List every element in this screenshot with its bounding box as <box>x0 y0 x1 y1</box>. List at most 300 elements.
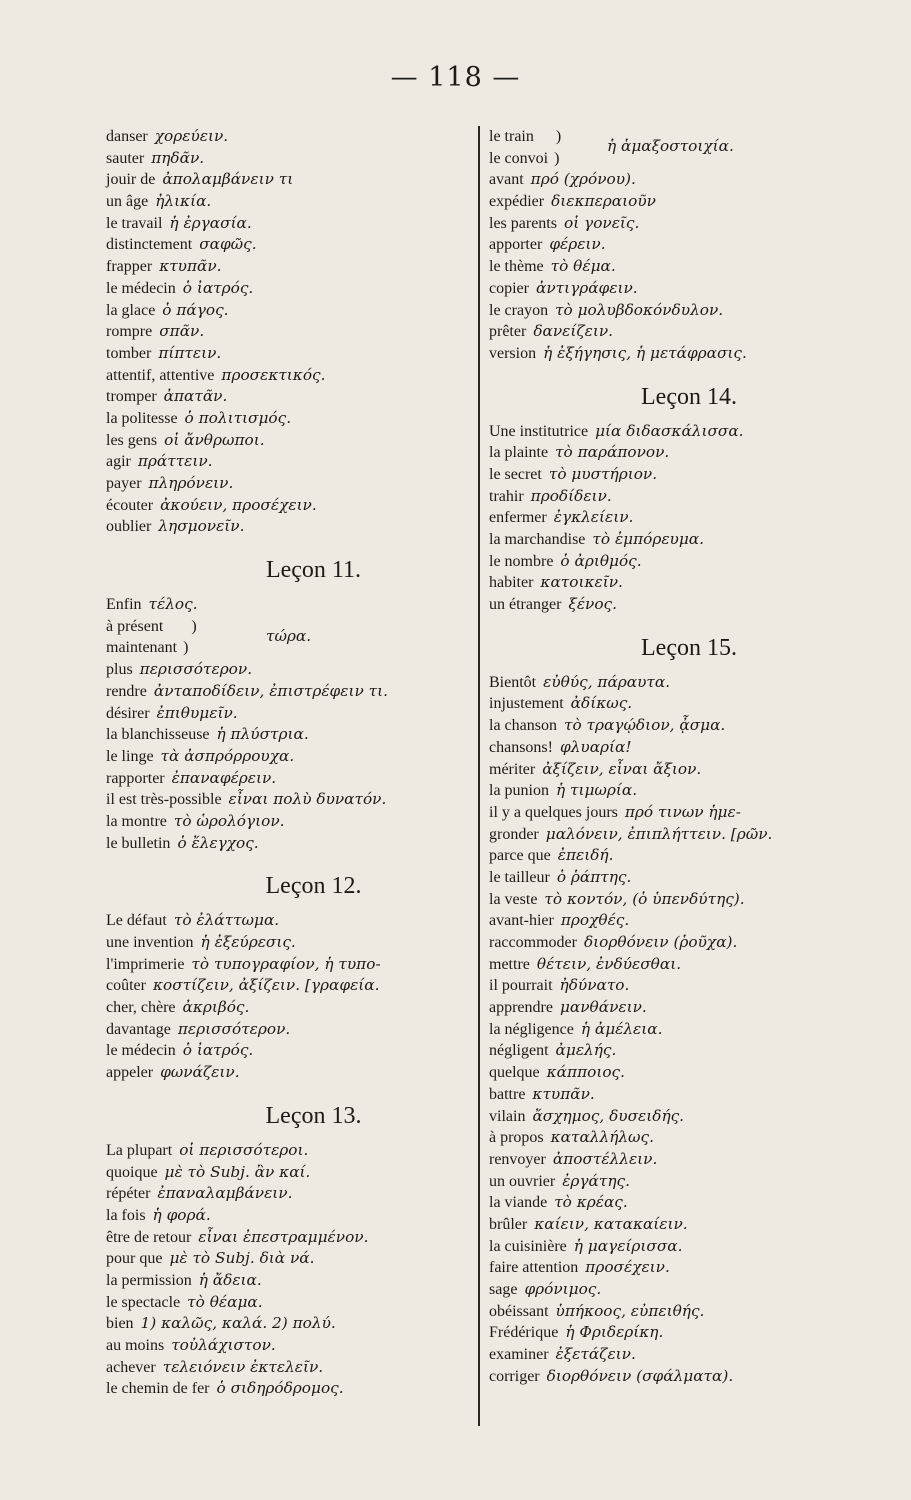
vocab-entry <box>489 954 889 976</box>
greek-term: ἀδίκως. <box>570 694 633 713</box>
vocab-entry <box>106 1162 471 1184</box>
greek-term: ἡ τιμωρία. <box>556 781 638 800</box>
french-term: il y a quelques jours <box>489 803 618 821</box>
french-term: injustement <box>489 695 564 713</box>
greek-term: χορεύειν. <box>154 127 229 145</box>
french-term: brûler <box>489 1215 528 1233</box>
vocab-entry <box>106 910 471 932</box>
french-term: Frédérique <box>489 1324 559 1342</box>
vocab-list-top <box>106 126 471 538</box>
french-term: le thème <box>489 258 544 276</box>
greek-term: κάπποιος. <box>546 1063 625 1082</box>
vocab-entry <box>489 824 889 846</box>
french-term: maintenant <box>106 639 178 657</box>
greek-term: ἡ πλύστρια. <box>216 725 309 744</box>
greek-term: τὸ ἐλάττωμα. <box>173 911 280 930</box>
vocab-entry <box>489 191 889 213</box>
brace-entry: le train ) le convoi ) ἡ ἁμαξοστοιχία. <box>489 128 734 167</box>
french-term: expédier <box>489 193 545 211</box>
greek-term: πίπτειν. <box>158 343 222 362</box>
vocab-entry <box>489 486 889 508</box>
french-term: la veste <box>489 890 538 908</box>
greek-term: ἀξίζειν, εἶναι ἄξιον. <box>542 759 702 778</box>
greek-term: ἀπατᾶν. <box>163 387 228 406</box>
vocab-entry <box>489 1236 889 1258</box>
french-term: pour que <box>106 1250 163 1268</box>
french-term: enfermer <box>489 509 547 527</box>
french-term: distinctement <box>106 236 193 254</box>
greek-term: ἡ ἐργασία. <box>169 213 252 232</box>
vocab-entry <box>106 430 471 452</box>
vocab-entry <box>489 256 889 278</box>
greek-term: φλυαρία! <box>559 737 632 756</box>
vocab-entry <box>489 1214 889 1236</box>
greek-term: σπᾶν. <box>159 322 205 341</box>
french-term: agir <box>106 453 131 471</box>
french-term: oublier <box>106 518 152 536</box>
vocab-entry <box>106 516 471 538</box>
french-term: habiter <box>489 574 534 592</box>
french-term: coûter <box>106 977 146 995</box>
french-term: la chanson <box>489 717 557 735</box>
french-term: sauter <box>106 149 145 167</box>
french-term: mériter <box>489 760 536 778</box>
greek-term: τὸ ἐμπόρευμα. <box>592 530 704 549</box>
lesson-heading-13: Leçon 13. <box>265 1102 362 1129</box>
vocab-entry <box>106 1292 471 1314</box>
vocab-entry <box>489 693 889 715</box>
lesson-heading-11: Leçon 11. <box>265 557 362 584</box>
french-term: tromper <box>106 388 157 406</box>
vocab-entry <box>489 715 889 737</box>
greek-term: μὲ τὸ Subj. ἂν καί. <box>164 1162 311 1181</box>
french-term: la glace <box>106 301 156 319</box>
french-term: la politesse <box>106 409 178 427</box>
greek-term: ἐπειδή. <box>557 846 614 865</box>
french-term: désirer <box>106 704 150 722</box>
greek-term: ἠδύνατο. <box>559 976 630 995</box>
greek-term: ἀνταποδίδειν, ἐπιστρέφειν τι. <box>153 681 388 700</box>
greek-term: ἡ φορά. <box>152 1205 211 1224</box>
greek-term: προδίδειν. <box>530 486 612 505</box>
vocab-entry <box>489 759 889 781</box>
greek-term: προσεκτικός. <box>221 365 326 384</box>
french-term: le linge <box>106 747 154 765</box>
greek-term: ἡ μαγείρισσα. <box>573 1236 683 1255</box>
french-term: gronder <box>489 825 539 843</box>
french-term: une invention <box>106 934 194 952</box>
vocab-entry <box>489 780 889 802</box>
lesson-heading-12: Leçon 12. <box>265 873 362 900</box>
vocab-entry <box>106 1205 471 1227</box>
greek-term: ἐγκλείειν. <box>553 508 634 527</box>
vocab-entry <box>489 1322 889 1344</box>
french-term: le chemin de fer <box>106 1380 210 1398</box>
french-term: la fois <box>106 1206 146 1224</box>
vocab-entry <box>106 594 471 616</box>
french-term: danser <box>106 128 148 145</box>
vocab-list-14 <box>489 421 889 616</box>
greek-term: ὁ πολιτισμός. <box>184 408 292 427</box>
greek-term: τὰ ἀσπρόρρουχα. <box>160 746 295 765</box>
french-term: corriger <box>489 1367 540 1385</box>
greek-term: προσέχειν. <box>585 1258 670 1277</box>
vocab-list-top <box>489 169 889 364</box>
vocab-entry <box>489 867 889 889</box>
french-term: le convoi <box>489 149 549 167</box>
greek-term: μὲ τὸ Subj. διὰ νά. <box>169 1249 315 1268</box>
greek-term: ὁ ἰατρός. <box>182 1041 254 1060</box>
vocab-entry <box>489 737 889 759</box>
vocab-entry <box>106 975 471 997</box>
vocab-entry <box>489 845 889 867</box>
french-term: chansons! <box>489 738 553 756</box>
vocab-entry <box>106 703 471 725</box>
vocab-entry <box>489 672 889 694</box>
vocab-entry <box>106 1335 471 1357</box>
greek-term: ὑπήκοος, εὐπειθής. <box>555 1301 705 1320</box>
french-term: faire attention <box>489 1259 579 1277</box>
greek-term: ἡλικία. <box>155 192 212 211</box>
greek-term: τὸ κοντόν, (ὁ ὑπενδύτης). <box>544 889 745 908</box>
greek-term: διορθόνειν (ῥοῦχα). <box>583 933 738 952</box>
vocab-entry <box>106 1227 471 1249</box>
french-term: Le défaut <box>106 912 167 930</box>
vocab-entry <box>106 1183 471 1205</box>
vocab-entry <box>489 529 889 551</box>
vocab-entry <box>489 1149 889 1171</box>
vocab-entry <box>106 256 471 278</box>
vocab-entry <box>106 1040 471 1062</box>
greek-term: ἀντιγράφειν. <box>535 278 638 297</box>
vocab-entry <box>489 421 889 443</box>
french-term: il pourrait <box>489 977 553 995</box>
greek-term: τὸ ὡρολόγιον. <box>173 811 285 830</box>
french-term: à présent <box>106 617 164 635</box>
french-term: trahir <box>489 487 524 505</box>
column-divider <box>478 126 480 1426</box>
french-term: répéter <box>106 1185 151 1203</box>
greek-term: τώρα. <box>266 626 312 645</box>
greek-term: κτυπᾶν. <box>532 1084 595 1103</box>
vocab-entry <box>106 126 471 148</box>
vocab-entry <box>106 789 471 811</box>
french-term: parce que <box>489 847 551 865</box>
greek-term: μαλόνειν, ἐπιπλήττειν. [ρῶν. <box>545 824 773 843</box>
vocab-entry <box>489 551 889 573</box>
vocab-entry <box>489 300 889 322</box>
vocab-entry <box>106 1248 471 1270</box>
french-term: frapper <box>106 258 153 276</box>
greek-term: ὁ πάγος. <box>162 300 229 319</box>
french-term: la blanchisseuse <box>106 726 210 744</box>
vocab-entry <box>489 1366 889 1388</box>
vocab-list-11 <box>106 659 471 854</box>
french-term: le crayon <box>489 301 549 319</box>
vocab-entry <box>489 213 889 235</box>
vocab-entry <box>489 1279 889 1301</box>
greek-term: λησμονεῖν. <box>158 517 245 536</box>
vocab-entry <box>489 1171 889 1193</box>
vocab-entry <box>489 997 889 1019</box>
greek-term: τὸ παράπονον. <box>555 443 670 462</box>
greek-term: περισσότερον. <box>139 660 253 679</box>
greek-term: τοὐλάχιστον. <box>171 1336 276 1355</box>
greek-term: πηδᾶν. <box>151 148 205 167</box>
french-term: jouir de <box>106 171 156 189</box>
greek-term: ὁ ἔλεγχος. <box>177 833 259 852</box>
brace-entry: à présent ) maintenant ) τώρα. <box>106 617 312 657</box>
vocab-entry <box>489 889 889 911</box>
french-term: les parents <box>489 214 557 232</box>
vocab-entry <box>489 932 889 954</box>
french-term: il est très-possible <box>106 791 222 809</box>
greek-term: ἀπολαμβάνειν τι <box>162 170 294 189</box>
french-term: Une institutrice <box>489 422 589 440</box>
greek-term: φωνάζειν. <box>160 1063 240 1082</box>
french-term: avant-hier <box>489 912 554 930</box>
vocab-entry <box>106 1140 471 1162</box>
greek-term: διορθόνειν (σφάλματα). <box>546 1366 734 1385</box>
greek-term: εἶναι ἐπεστραμμένον. <box>198 1227 369 1246</box>
vocab-entry <box>106 300 471 322</box>
greek-term: σαφῶς. <box>199 235 257 254</box>
vocab-entry <box>489 1084 889 1106</box>
greek-term: εὐθύς, πάραυτα. <box>543 672 671 691</box>
greek-term: τὸ τυπογραφίον, ἡ τυπο- <box>191 954 381 973</box>
greek-term: προχθές. <box>560 911 630 930</box>
french-term: au moins <box>106 1337 165 1355</box>
vocab-entry <box>489 1344 889 1366</box>
greek-term: περισσότερον. <box>177 1019 291 1038</box>
vocab-entry <box>489 1106 889 1128</box>
vocab-entry <box>489 278 889 300</box>
vocab-entry <box>106 343 471 365</box>
vocab-entry <box>106 932 471 954</box>
french-term: La plupart <box>106 1141 173 1159</box>
greek-term: τέλος. <box>148 595 198 614</box>
french-term: payer <box>106 475 142 492</box>
french-term: négligent <box>489 1042 549 1060</box>
lesson-heading-15: Leçon 15. <box>641 634 737 661</box>
vocab-entry <box>106 408 471 430</box>
vocab-entry <box>489 975 889 997</box>
greek-term: δανείζειν. <box>533 322 614 341</box>
french-term: le travail <box>106 214 163 232</box>
french-term: davantage <box>106 1020 171 1038</box>
vocab-entry <box>106 213 471 235</box>
vocab-entry <box>106 1357 471 1379</box>
greek-term: πρό (χρόνου). <box>530 170 636 189</box>
greek-term: μανθάνειν. <box>559 998 647 1017</box>
french-term: vilain <box>489 1107 526 1125</box>
greek-term: ἐπαναφέρειν. <box>171 768 277 787</box>
vocab-entry <box>106 365 471 387</box>
greek-term: ὁ ῥάπτης. <box>556 867 632 886</box>
vocab-entry <box>106 1270 471 1292</box>
greek-term: ἐπιθυμεῖν. <box>156 703 238 722</box>
vocab-entry <box>106 746 471 768</box>
vocab-list-12 <box>106 910 471 1084</box>
greek-term: πληρόνειν. <box>148 474 234 492</box>
vocab-entry <box>489 507 889 529</box>
french-term: tomber <box>106 344 152 362</box>
greek-term: τὸ κρέας. <box>554 1193 628 1212</box>
french-term: être de retour <box>106 1228 192 1246</box>
greek-term: ὁ ἰατρός. <box>182 278 254 297</box>
greek-term: ἀκριβός. <box>182 998 250 1017</box>
french-term: la permission <box>106 1271 192 1289</box>
vocab-entry <box>489 802 889 824</box>
french-term: le spectacle <box>106 1293 181 1311</box>
french-term: le tailleur <box>489 868 550 886</box>
french-term: un ouvrier <box>489 1172 556 1190</box>
greek-term: καταλλήλως. <box>550 1128 654 1147</box>
vocab-entry <box>106 148 471 170</box>
french-term: battre <box>489 1085 526 1103</box>
vocab-entry <box>106 954 471 976</box>
greek-term: τὸ μυστήριον. <box>548 464 658 483</box>
greek-term: εἶναι πολὺ δυνατόν. <box>228 790 387 809</box>
vocab-entry <box>489 442 889 464</box>
vocab-entry <box>106 386 471 408</box>
french-term: la punion <box>489 782 549 800</box>
greek-term: ἀμελής. <box>555 1041 617 1060</box>
vocab-entry <box>489 343 889 365</box>
vocab-entry <box>106 473 471 495</box>
french-term: version <box>489 344 537 362</box>
french-term: renvoyer <box>489 1150 546 1168</box>
greek-term: ἀποστέλλειν. <box>552 1149 658 1168</box>
french-term: un âge <box>106 193 149 211</box>
french-term: attentif, attentive <box>106 366 215 384</box>
vocab-entry <box>106 1313 471 1335</box>
vocab-entry <box>106 169 471 191</box>
vocab-entry <box>106 191 471 213</box>
greek-term: ξένος. <box>568 595 617 614</box>
french-term: rendre <box>106 682 147 700</box>
greek-term: ἡ Φριδερίκη. <box>565 1323 664 1342</box>
vocab-entry <box>106 495 471 517</box>
vocab-entry <box>489 1192 889 1214</box>
greek-term: κοστίζειν, ἀξίζειν. [γραφεία. <box>152 976 380 995</box>
vocab-entry <box>489 910 889 932</box>
greek-term: φέρειν. <box>549 235 606 254</box>
lesson-heading-14: Leçon 14. <box>641 383 737 410</box>
vocab-entry <box>489 1127 889 1149</box>
greek-term: ἀκούειν, προσέχειν. <box>160 495 317 514</box>
vocab-list-13 <box>106 1140 471 1400</box>
vocab-entry <box>489 1301 889 1323</box>
greek-term: 1) καλῶς, καλά. 2) πολύ. <box>140 1314 336 1333</box>
greek-term: κατοικεῖν. <box>540 573 623 592</box>
vocab-entry <box>106 451 471 473</box>
french-term: quoique <box>106 1163 158 1181</box>
left-column <box>106 126 471 1400</box>
french-term: plus <box>106 661 133 679</box>
vocab-entry <box>106 234 471 256</box>
right-column <box>489 126 889 1387</box>
vocab-entry <box>489 234 889 256</box>
french-term: le médecin <box>106 279 176 297</box>
page-number: — 118 — <box>390 62 521 93</box>
vocab-entry <box>489 572 889 594</box>
french-term: la négligence <box>489 1020 574 1038</box>
vocab-entry <box>489 1040 889 1062</box>
vocab-entry <box>489 1062 889 1084</box>
french-term: le train <box>489 128 534 145</box>
greek-term: τὸ τραγῴδιον, ᾆσμα. <box>563 716 726 735</box>
greek-term: οἱ γονεῖς. <box>563 213 640 232</box>
greek-term: ἡ ἁμαξοστοιχία. <box>607 137 734 155</box>
greek-term: ἡ ἐξεύρεσις. <box>200 933 296 952</box>
vocab-entry <box>106 321 471 343</box>
greek-term: κτυπᾶν. <box>159 257 222 276</box>
greek-term: τὸ θέμα. <box>550 257 616 276</box>
vocab-entry <box>106 1019 471 1041</box>
french-term: examiner <box>489 1346 549 1364</box>
vocab-entry <box>489 464 889 486</box>
greek-term: φρόνιμος. <box>524 1280 602 1299</box>
french-term: à propos <box>489 1129 544 1147</box>
greek-term: ἐργάτης. <box>562 1171 630 1190</box>
french-term: rapporter <box>106 769 165 787</box>
greek-term: οἱ περισσότεροι. <box>179 1140 309 1159</box>
vocab-list-15 <box>489 672 889 1388</box>
greek-term: πρό τινων ἡμε- <box>624 802 741 821</box>
french-term: l'imprimerie <box>106 955 185 973</box>
vocab-entry <box>106 833 471 855</box>
french-term: les gens <box>106 431 158 449</box>
greek-term: διεκπεραιοῦν <box>551 192 656 211</box>
french-term: écouter <box>106 496 154 514</box>
french-term: rompre <box>106 323 153 341</box>
french-term: la marchandise <box>489 531 586 549</box>
french-term: le secret <box>489 465 542 483</box>
french-term: raccommoder <box>489 934 577 952</box>
french-term: copier <box>489 279 529 297</box>
vocab-entry <box>106 997 471 1019</box>
french-term: achever <box>106 1358 156 1376</box>
french-term: le nombre <box>489 552 554 570</box>
french-term: apprendre <box>489 999 553 1017</box>
french-term: Bientôt <box>489 673 537 691</box>
vocab-entry <box>106 811 471 833</box>
greek-term: τὸ θέαμα. <box>187 1292 263 1311</box>
greek-term: ὁ ἀριθμός. <box>560 551 642 570</box>
greek-term: μία διδασκάλισσα. <box>595 421 744 440</box>
greek-term: ὁ σιδηρόδρομος. <box>216 1379 344 1398</box>
vocab-entry <box>489 1019 889 1041</box>
vocab-entry <box>489 1257 889 1279</box>
french-term: la cuisinière <box>489 1237 567 1255</box>
greek-term: ἡ ἀμέλεια. <box>580 1019 663 1038</box>
vocab-entry <box>489 321 889 343</box>
french-term: avant <box>489 171 524 189</box>
french-term: bien <box>106 1315 134 1333</box>
french-term: prêter <box>489 323 527 341</box>
french-term: la montre <box>106 812 167 830</box>
french-term: la plainte <box>489 444 549 462</box>
greek-term: ἄσχημος, δυσειδής. <box>532 1106 685 1125</box>
greek-term: ἡ ἄδεια. <box>198 1270 262 1289</box>
french-term: mettre <box>489 955 530 973</box>
vocab-entry <box>106 659 471 681</box>
french-term: apporter <box>489 236 543 254</box>
greek-term: καίειν, κατακαίειν. <box>534 1214 688 1233</box>
greek-term: θέτειν, ἐνδύεσθαι. <box>536 954 682 973</box>
french-term: cher, chère <box>106 999 176 1017</box>
